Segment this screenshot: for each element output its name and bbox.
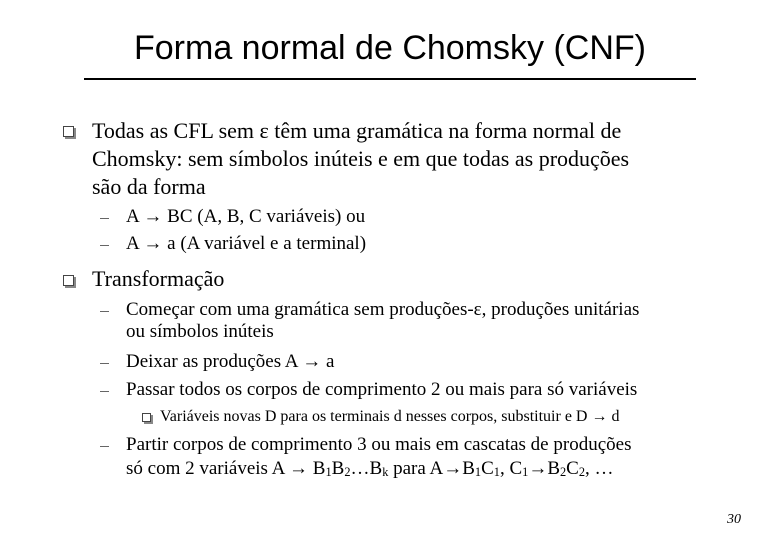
bullet1-sub1: A → BC (A, B, C variáveis) ou (126, 206, 366, 227)
bullet2-sub3-detail: Variáveis novas D para os terminais d nesses corpos, substituir e D → d (160, 408, 620, 425)
bullet1-line3: são da forma (92, 174, 206, 199)
dash-bullet-icon (100, 311, 109, 312)
page-number: 30 (727, 512, 741, 527)
dash-bullet-icon (100, 245, 109, 246)
dash-bullet-icon (100, 391, 109, 392)
bullet2-sub4-line2: só com 2 variáveis $A \to B_1B_2\dots B_k$ para $A\to B_1C_1$, $C_1\to B_2C_2$, … (126, 458, 614, 479)
bullet2-sub1-line1: Começar com uma gramática sem produções-ε, produções unitárias (126, 299, 640, 320)
bullet1-line1: Todas as CFL sem ε têm uma gramática na forma normal de (92, 118, 622, 143)
square-bullet-icon (63, 275, 74, 286)
slide-title: Forma normal de Chomsky (CNF) (134, 29, 646, 67)
bullet1-sub2: A → a (A variável e a terminal) (126, 233, 367, 254)
title-underline (84, 78, 696, 80)
dash-bullet-icon (100, 218, 109, 219)
bullet1-line2: Chomsky: sem símbolos inúteis e em que todas as produções (92, 146, 630, 171)
bullet2-label: Transformação (92, 266, 225, 291)
square-bullet-icon (63, 126, 74, 137)
dash-bullet-icon (100, 446, 109, 447)
dash-bullet-icon (100, 363, 109, 364)
bullet2-sub2: Deixar as produções A → a (126, 351, 335, 372)
bullet2-sub3: Passar todos os corpos de comprimento 2 ou mais para só variáveis (126, 379, 638, 400)
bullet2-sub1-line2: ou símbolos inúteis (126, 321, 274, 342)
bullet2-sub4-line1: Partir corpos de comprimento 3 ou mais em cascatas de produções (126, 434, 632, 455)
square-bullet-icon (142, 413, 151, 422)
